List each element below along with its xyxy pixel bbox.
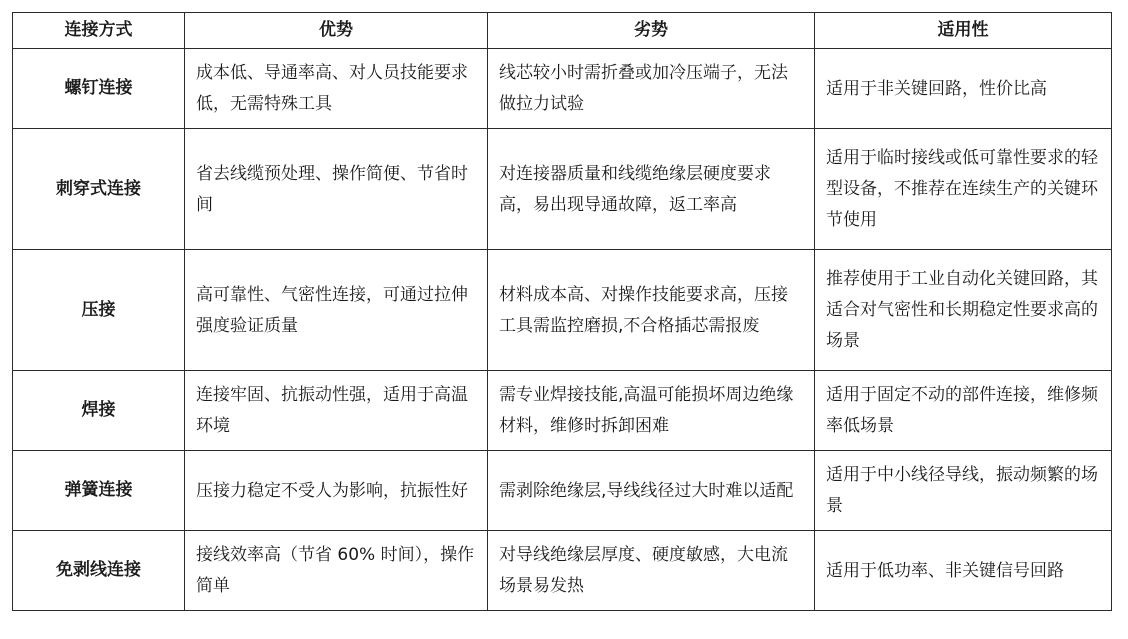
method-cell: 螺钉连接 xyxy=(13,49,185,129)
method-cell: 焊接 xyxy=(13,371,185,451)
table-row xyxy=(13,129,1112,250)
applicability-cell: 适用于非关键回路，性价比高 xyxy=(815,49,1112,129)
connection-methods-table xyxy=(12,12,1112,611)
table-row xyxy=(13,531,1112,611)
disadvantage-cell: 线芯较小时需折叠或加冷压端子，无法做拉力试验 xyxy=(488,49,815,129)
method-cell: 压接 xyxy=(13,250,185,371)
advantage-cell: 压接力稳定不受人为影响，抗振性好 xyxy=(185,451,488,531)
header-disadvantage: 劣势 xyxy=(488,13,815,49)
advantage-cell: 省去线缆预处理、操作简便、节省时间 xyxy=(185,129,488,250)
method-cell: 刺穿式连接 xyxy=(13,129,185,250)
table-row xyxy=(13,371,1112,451)
disadvantage-cell: 需剥除绝缘层,导线线径过大时难以适配 xyxy=(488,451,815,531)
advantage-cell: 成本低、导通率高、对人员技能要求低，无需特殊工具 xyxy=(185,49,488,129)
method-cell: 免剥线连接 xyxy=(13,531,185,611)
table-row xyxy=(13,451,1112,531)
method-cell: 弹簧连接 xyxy=(13,451,185,531)
table-header xyxy=(13,13,1112,49)
header-applicability: 适用性 xyxy=(815,13,1112,49)
disadvantage-cell: 对导线绝缘层厚度、硬度敏感，大电流场景易发热 xyxy=(488,531,815,611)
applicability-cell: 适用于临时接线或低可靠性要求的轻型设备，不推荐在连续生产的关键环节使用 xyxy=(815,129,1112,250)
advantage-cell: 接线效率高（节省 60% 时间），操作简单 xyxy=(185,531,488,611)
disadvantage-cell: 对连接器质量和线缆绝缘层硬度要求高，易出现导通故障，返工率高 xyxy=(488,129,815,250)
table-body xyxy=(13,49,1112,611)
table-row xyxy=(13,49,1112,129)
applicability-cell: 适用于低功率、非关键信号回路 xyxy=(815,531,1112,611)
disadvantage-cell: 需专业焊接技能,高温可能损坏周边绝缘材料，维修时拆卸困难 xyxy=(488,371,815,451)
header-advantage: 优势 xyxy=(185,13,488,49)
header-method: 连接方式 xyxy=(13,13,185,49)
table-row xyxy=(13,250,1112,371)
applicability-cell: 适用于中小线径导线，振动频繁的场景 xyxy=(815,451,1112,531)
advantage-cell: 高可靠性、气密性连接，可通过拉伸强度验证质量 xyxy=(185,250,488,371)
header-row xyxy=(13,13,1112,49)
disadvantage-cell: 材料成本高、对操作技能要求高，压接工具需监控磨损,不合格插芯需报废 xyxy=(488,250,815,371)
applicability-cell: 适用于固定不动的部件连接，维修频率低场景 xyxy=(815,371,1112,451)
applicability-cell: 推荐使用于工业自动化关键回路，其适合对气密性和长期稳定性要求高的场景 xyxy=(815,250,1112,371)
advantage-cell: 连接牢固、抗振动性强，适用于高温环境 xyxy=(185,371,488,451)
